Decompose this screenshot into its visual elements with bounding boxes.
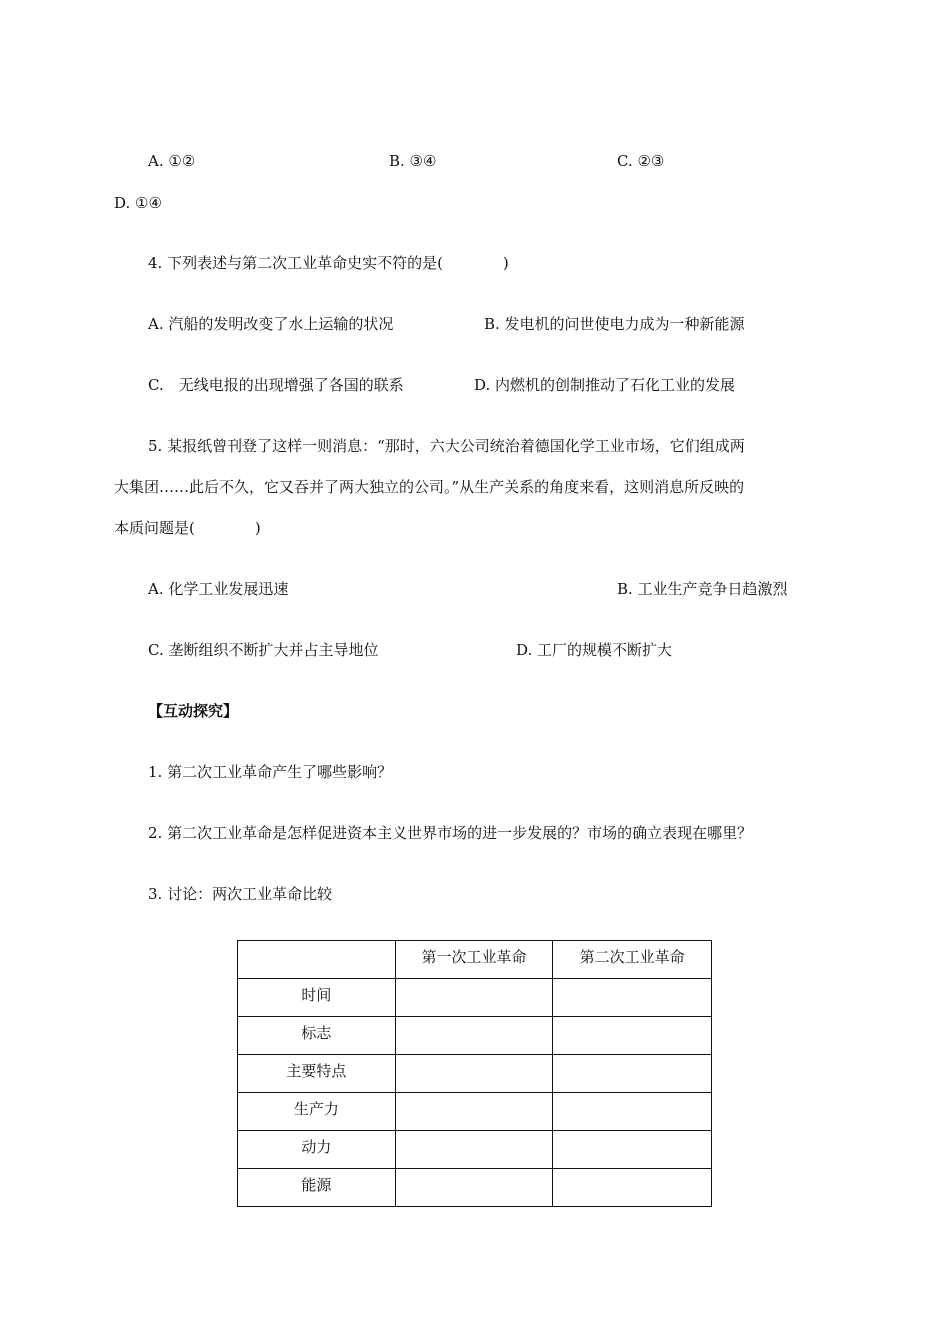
table-cell[interactable] [553,979,712,1017]
discussion-q3: 3. 讨论：两次工业革命比较 [148,885,333,903]
table-cell[interactable] [553,1131,712,1169]
table-cell[interactable] [395,1055,553,1093]
q5-option-a: A. 化学工业发展迅速 [148,580,289,598]
table-cell[interactable] [553,1055,712,1093]
table-cell[interactable] [395,1093,553,1131]
table-cell[interactable] [395,1169,553,1207]
q4-option-d: D. 内燃机的创制推动了石化工业的发展 [474,376,736,394]
discussion-q1: 1. 第二次工业革命产生了哪些影响？ [148,763,393,781]
table-cell[interactable] [395,1131,553,1169]
q5-stem-line2: 大集团……此后不久，它又吞并了两大独立的公司。”从生产关系的角度来看，这则消息所反映的 [114,478,745,496]
q5-stem-line1: 5. 某报纸曾刊登了这样一则消息：“那时，六大公司统治着德国化学工业市场，它们组成两 [148,437,745,455]
q5-option-b: B. 工业生产竞争日趋激烈 [617,580,788,598]
q4-option-b: B. 发电机的问世使电力成为一种新能源 [484,315,745,333]
table-row [238,1093,712,1131]
q3-option-b: B. ③④ [389,152,437,170]
table-header-row [238,941,712,979]
table-cell[interactable] [395,979,553,1017]
q4-stem: 4. 下列表述与第二次工业革命史实不符的是( ) [148,254,509,272]
table-row-label: 时间 [238,979,396,1017]
table-row-label: 主要特点 [238,1055,396,1093]
q3-option-a: A. ①② [148,152,196,170]
q4-option-a: A. 汽船的发明改变了水上运输的状况 [148,315,394,333]
q3-option-c: C. ②③ [617,152,665,170]
table-row-label: 生产力 [238,1093,396,1131]
comparison-table [237,940,712,1207]
table-cell[interactable] [395,1017,553,1055]
table-header-cell: 第二次工业革命 [553,941,712,979]
table-cell[interactable] [553,1017,712,1055]
table-header-cell [238,941,396,979]
discussion-q2: 2. 第二次工业革命是怎样促进资本主义世界市场的进一步发展的？市场的确立表现在哪里？ [148,824,753,842]
q5-option-c: C. 垄断组织不断扩大并占主导地位 [148,641,379,659]
table-row [238,1055,712,1093]
table-row-label: 动力 [238,1131,396,1169]
table-row [238,1017,712,1055]
q5-option-d: D. 工厂的规模不断扩大 [516,641,673,659]
table-row-label: 能源 [238,1169,396,1207]
table-row [238,1131,712,1169]
table-row [238,1169,712,1207]
table-cell[interactable] [553,1169,712,1207]
q3-option-d: D. ①④ [114,194,162,212]
table-header-cell: 第一次工业革命 [395,941,553,979]
section-title: 【互动探究】 [148,702,239,720]
q5-stem-line3: 本质问题是( ) [114,519,261,537]
q4-option-c: C. 无线电报的出现增强了各国的联系 [148,376,404,394]
table-row-label: 标志 [238,1017,396,1055]
table-row [238,979,712,1017]
table-cell[interactable] [553,1093,712,1131]
